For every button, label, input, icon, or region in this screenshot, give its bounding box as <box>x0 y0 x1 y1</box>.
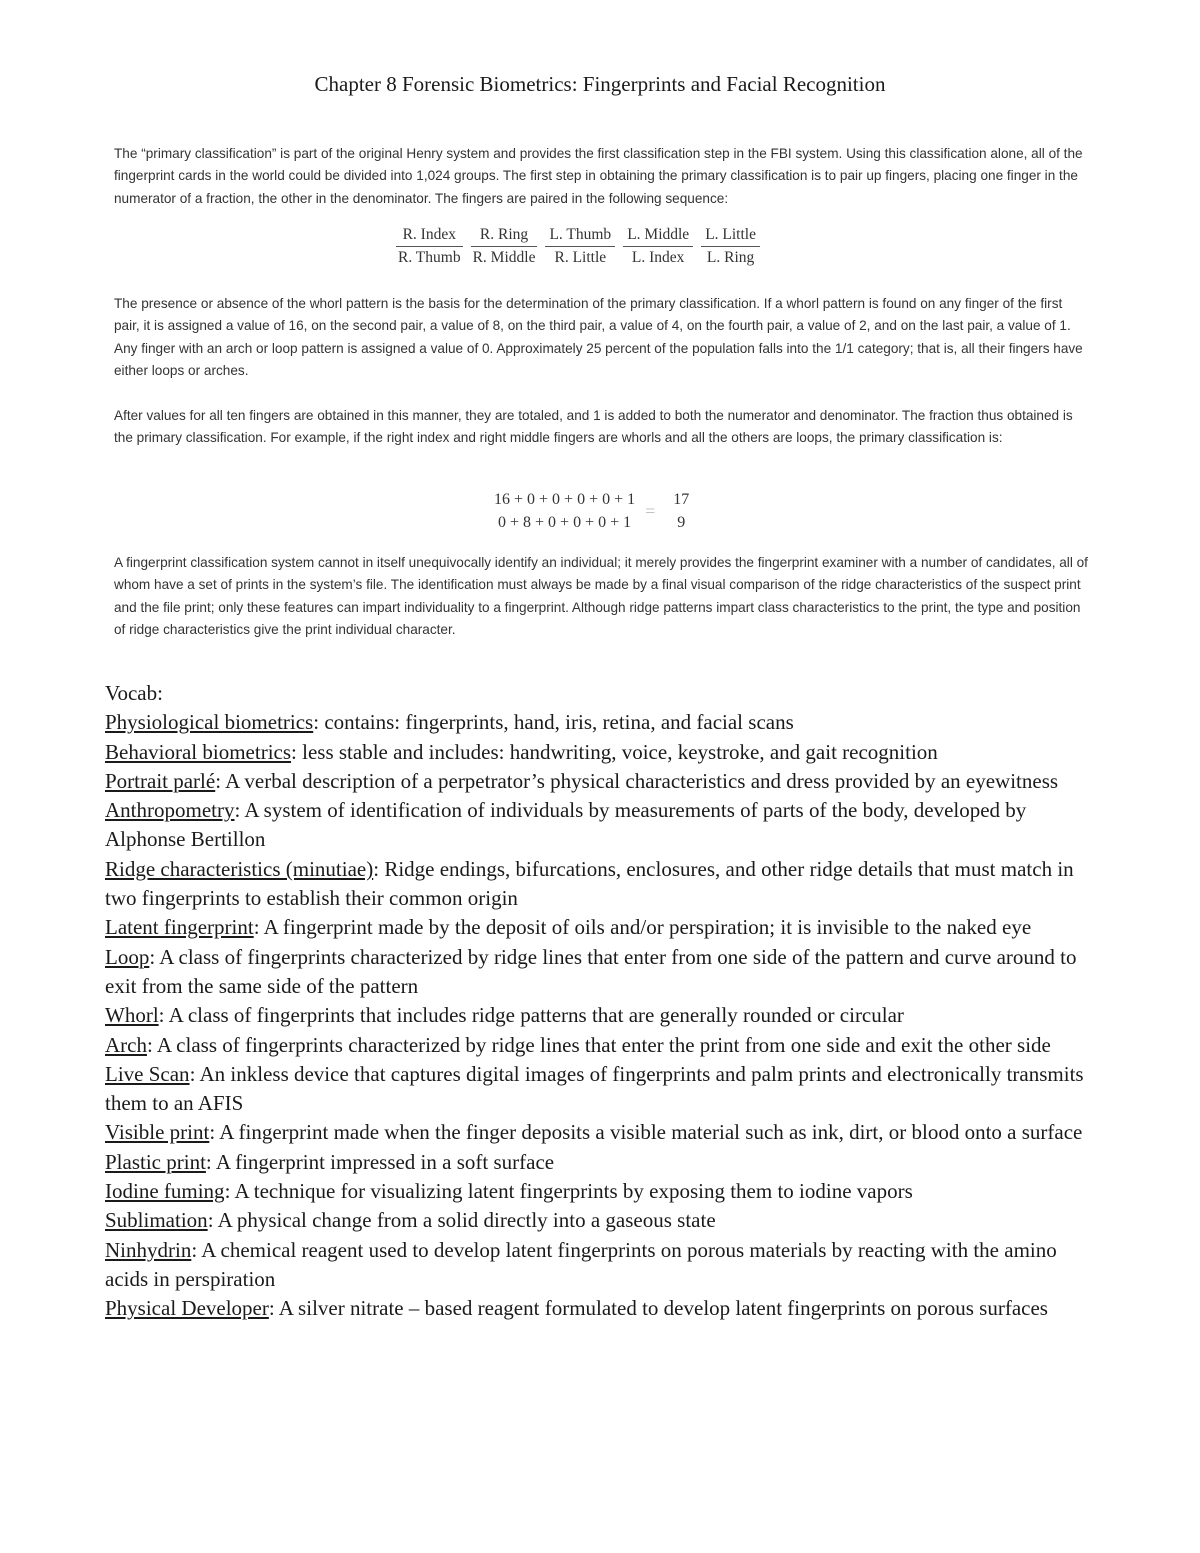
excerpt-paragraph-4: A fingerprint classification system cannot in itself unequivocally identify an individual; it merely provides the fingerprint examiner with a number of candidates, all of whom have a set of prints in the system’s file. The identification must always be made by a final visual comparison of the ridge characteristics of the suspect print and the file print; only these features can impart individuality to a fingerprint. Although ridge patterns impart class characteristics to the print, the type and position of ridge characteristics give the print individual character. <box>114 555 1088 637</box>
vocab-entry <box>105 1031 1095 1060</box>
vocab-definition: : A silver nitrate – based reagent formulated to develop latent fingerprints on porous surfaces <box>268 1296 1048 1321</box>
finger-pair <box>703 226 758 267</box>
vocab-heading: Vocab: <box>105 681 163 705</box>
vocab-term: Iodine fuming <box>105 1179 225 1204</box>
vocab-definition: : An inkless device that captures digital images of fingerprints and palm prints and electronically transmits them to an AFIS <box>105 1061 1084 1116</box>
vocab-entry <box>105 1236 1095 1295</box>
excerpt-paragraph-3: After values for all ten fingers are obtained in this manner, they are totaled, and 1 is added to both the numerator and denominator. The fraction thus obtained is the primary classification. For example, if the right index and right middle fingers are whorls and all the others are loops, the primary classification is: <box>114 408 1073 446</box>
vocab-definition: : A fingerprint made when the finger deposits a visible material such as ink, dirt, or blood onto a surface <box>209 1120 1083 1145</box>
finger-pair-numerator: R. Ring <box>471 226 538 247</box>
vocab-entry <box>105 767 1095 796</box>
equals-sign: = <box>645 500 656 521</box>
result-numerator: 17 <box>673 491 690 508</box>
vocab-entry <box>105 1001 1095 1030</box>
vocab-term: Whorl <box>105 1003 159 1028</box>
vocab-entry <box>105 1118 1095 1147</box>
vocab-term: Behavioral biometrics <box>105 739 292 764</box>
vocab-term: Loop <box>105 944 150 969</box>
vocab-definition: : A fingerprint made by the deposit of oils and/or perspiration; it is invisible to the naked eye <box>253 915 1032 940</box>
vocab-entry <box>105 913 1095 942</box>
vocab-definition: : A technique for visualizing latent fingerprints by exposing them to iodine vapors <box>224 1179 913 1204</box>
vocab-definition: : A chemical reagent used to develop latent fingerprints on porous materials by reacting with the amino acids in perspiration <box>105 1237 1057 1291</box>
vocab-definition: : A fingerprint impressed in a soft surface <box>205 1149 555 1174</box>
finger-pair-denominator: R. Thumb <box>398 249 461 266</box>
finger-pair-denominator: R. Little <box>554 249 607 266</box>
vocab-term: Portrait parlé <box>105 768 216 793</box>
finger-pair-numerator: L. Little <box>701 226 760 247</box>
vocab-definition: : A system of identification of individuals by measurements of parts of the body, developed by Alphonse Bertillon <box>105 798 1027 852</box>
equation-left-side <box>494 488 635 534</box>
vocab-definition: : Ridge endings, bifurcations, enclosures, and other ridge details that must match in two fingerprints to establish their common origin <box>105 856 1074 911</box>
finger-pair <box>473 226 536 267</box>
finger-pair <box>398 226 461 267</box>
vocab-definition: : A class of fingerprints that includes ridge patterns that are generally rounded or circular <box>158 1003 904 1028</box>
result-denominator: 9 <box>677 514 686 531</box>
vocab-entry <box>105 708 1095 737</box>
vocab-definition: : A verbal description of a perpetrator’s physical characteristics and dress provided by an eyewitness <box>215 768 1059 793</box>
vocab-definition: : less stable and includes: handwriting, voice, keystroke, and gait recognition <box>291 739 938 764</box>
finger-pair-denominator: L. Index <box>631 249 685 266</box>
vocab-entry <box>105 1148 1095 1177</box>
finger-pair-fractions <box>398 226 758 267</box>
vocab-entry <box>105 943 1095 1002</box>
classification-equation <box>494 488 689 534</box>
vocab-entry <box>105 855 1095 914</box>
finger-pair <box>625 226 691 267</box>
vocab-term: Latent fingerprint <box>105 915 254 940</box>
vocab-definition: : contains: fingerprints, hand, iris, retina, and facial scans <box>313 710 794 735</box>
vocab-definition: : A class of fingerprints characterized by ridge lines that enter the print from one side and exit the other side <box>146 1032 1051 1057</box>
finger-pair-denominator: R. Middle <box>472 249 536 266</box>
vocab-entry <box>105 1177 1095 1206</box>
vocab-term: Physiological biometrics <box>105 710 314 735</box>
excerpt-paragraph-1: The “primary classification” is part of the original Henry system and provides the first classification step in the FBI system. Using this classification alone, all of the fingerprint cards in the world could be divided into 1,024 groups. The first step in obtaining the primary classification is to pair up fingers, placing one finger in the numerator of a fraction, the other in the denominator. The fingers are paired in the following sequence: <box>114 146 1083 206</box>
vocab-term: Physical Developer <box>105 1296 269 1321</box>
finger-pair <box>547 226 613 267</box>
equation-denominator: 0 + 8 + 0 + 0 + 0 + 1 <box>498 514 632 531</box>
vocab-term: Visible print <box>105 1120 210 1145</box>
vocab-section <box>105 679 1095 1324</box>
vocab-entry <box>105 796 1095 855</box>
finger-pair-numerator: R. Index <box>396 226 463 247</box>
vocab-term: Sublimation <box>105 1208 208 1233</box>
vocab-term: Plastic print <box>105 1149 206 1174</box>
vocab-definition: : A physical change from a solid directly into a gaseous state <box>207 1208 716 1233</box>
excerpt-paragraph-2: The presence or absence of the whorl pattern is the basis for the determination of the primary classification. If a whorl pattern is found on any finger of the first pair, it is assigned a value of 16, on the second pair, a value of 8, on the third pair, a value of 4, on the fourth pair, a value of 2, and on the last pair, a value of 1. Any finger with an arch or loop pattern is assigned a value of 0. Approximately 25 percent of the population falls into the 1/1 category; that is, all their fingers have either loops or arches. <box>114 296 1083 378</box>
vocab-entry <box>105 1206 1095 1235</box>
finger-pair-numerator: L. Middle <box>623 226 693 247</box>
vocab-term: Arch <box>105 1032 147 1057</box>
page-title: Chapter 8 Forensic Biometrics: Fingerprints and Facial Recognition <box>314 72 886 96</box>
vocab-term: Live Scan <box>105 1061 190 1086</box>
finger-pair-numerator: L. Thumb <box>545 226 615 247</box>
finger-pair-denominator: L. Ring <box>706 249 755 266</box>
vocab-definition: : A class of fingerprints characterized by ridge lines that enter from one side of the pattern and curve around to exit from the same side of the pattern <box>105 944 1077 998</box>
vocab-entry <box>105 738 1095 767</box>
equation-numerator: 16 + 0 + 0 + 0 + 0 + 1 <box>494 491 636 508</box>
vocab-entry <box>105 1294 1095 1323</box>
vocab-term: Ninhydrin <box>105 1237 192 1262</box>
vocab-entry <box>105 1060 1095 1119</box>
equation-right-side <box>673 488 689 534</box>
vocab-term: Anthropometry <box>105 798 235 823</box>
vocab-term: Ridge characteristics (minutiae) <box>105 856 374 881</box>
